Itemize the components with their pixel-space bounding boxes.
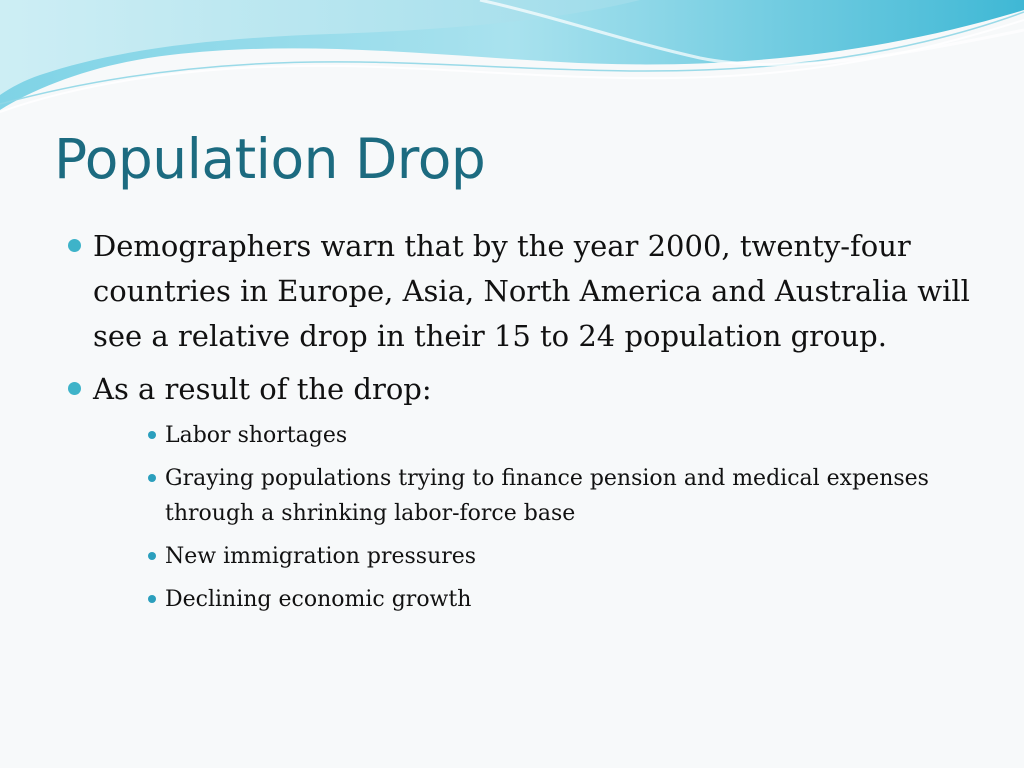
sub-list-item <box>137 461 980 531</box>
list-item <box>60 224 980 359</box>
bullet-text: Demographers warn that by the year 2000, twenty-four countries in Europe, Asia, North America and Australia will see a relative drop in their 15 to 24 population group. <box>93 229 970 353</box>
sub-list-item <box>137 418 980 453</box>
bullet-dot-icon <box>148 552 156 560</box>
sub-bullet-text: Declining economic growth <box>165 587 472 612</box>
bullet-dot-icon <box>68 382 81 395</box>
list-item <box>60 367 980 617</box>
sub-bullet-list <box>137 418 980 617</box>
bullet-text: As a result of the drop: <box>93 372 432 406</box>
slide-title: Population Drop <box>54 127 486 191</box>
sub-bullet-text: Graying populations trying to finance pension and medical expenses through a shrinking labor-force base <box>165 466 929 526</box>
bullet-dot-icon <box>68 239 81 252</box>
bullet-dot-icon <box>148 595 156 603</box>
bullet-dot-icon <box>148 474 156 482</box>
sub-list-item <box>137 539 980 574</box>
header-wave-decoration <box>0 0 1024 130</box>
bullet-list <box>60 224 980 617</box>
bullet-dot-icon <box>148 431 156 439</box>
slide-body <box>60 224 980 625</box>
sub-list-item <box>137 582 980 617</box>
sub-bullet-text: Labor shortages <box>165 423 348 448</box>
sub-bullet-text: New immigration pressures <box>165 544 477 569</box>
